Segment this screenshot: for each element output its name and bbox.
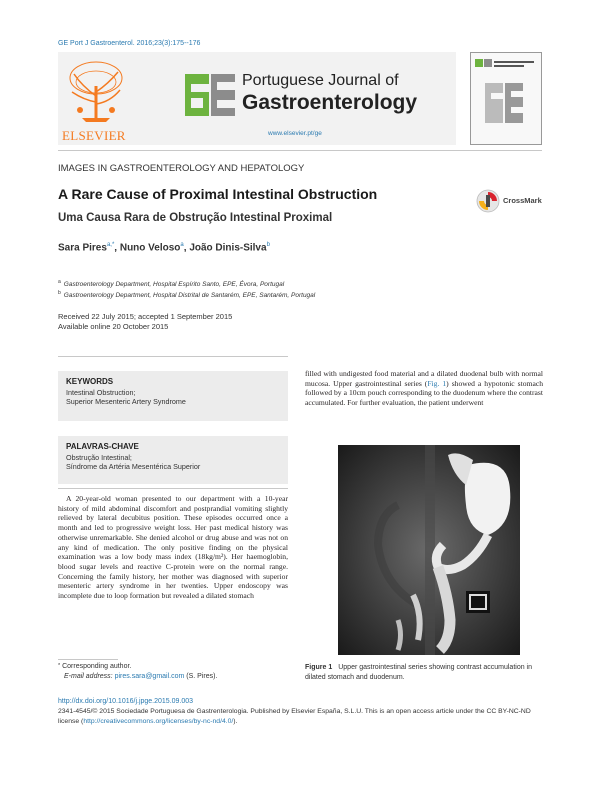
- author-affiliation-mark[interactable]: b: [266, 242, 270, 248]
- copyright-notice: 2341-4545/© 2015 Sociedade Portuguesa de Gastrenterologia. Published by Elsevier España, S.L.U. This is an open access article under the CC BY-NC-ND license (http://creativecommons.org/licenses/by-nc-nd/4.0/).: [58, 708, 531, 725]
- received-date: Received 22 July 2015; accepted 1 September 2015: [58, 312, 233, 321]
- author-affiliation-mark[interactable]: a,*: [106, 242, 115, 248]
- author-name: Nuno Veloso: [119, 242, 181, 254]
- keywords-box: [58, 371, 288, 421]
- article-title: A Rare Cause of Proximal Intestinal Obstruction: [58, 186, 378, 202]
- doi-link[interactable]: http://dx.doi.org/10.1016/j.jpge.2015.09.003: [58, 698, 194, 705]
- author-email-link[interactable]: pires.sara@gmail.com: [114, 673, 185, 680]
- keyword-item: Intestinal Obstruction;: [66, 388, 136, 397]
- article-subtitle: Uma Causa Rara de Obstrução Intestinal Proximal: [58, 212, 333, 224]
- affiliation-b: $^b$ Gastroenterology Department, Hospital Distrital de Santarém, EPE, Santarém, Portugal: [58, 290, 316, 300]
- keywords-heading: KEYWORDS: [66, 377, 114, 386]
- ge-journal-logo: [185, 74, 237, 116]
- crossmark-label[interactable]: CrossMark: [503, 196, 542, 205]
- body-paragraph-right: filled with undigested food material and a dilated duodenal bulb with normal mucosa. Upper gastrointestinal series (Fig. 1) showed a hypotonic stomach followed by a 10cm pouch corresponding to the duodenum where the contrast accumulated. For further evaluation, the patient underwent: [305, 369, 543, 408]
- footnote-divider: [58, 659, 118, 660]
- palavra-chave-item: Síndrome da Artéria Mesentérica Superior: [66, 462, 201, 471]
- journal-title-line1: Portuguese Journal of: [242, 72, 399, 89]
- crossmark-icon[interactable]: [476, 189, 500, 213]
- figure-1-caption: Figure 1 Upper gastrointestinal series showing contrast accumulation in dilated stomach and duodenum.: [305, 664, 532, 681]
- email-footnote: E-mail address: pires.sara@gmail.com (S. Pires).: [64, 673, 218, 680]
- author-list: Sara Pires$^{a,*}$, Nuno Veloso$^a$, João Dinis-Silva$^b$: [58, 242, 270, 254]
- license-link[interactable]: http://creativecommons.org/licenses/by-nc-nd/4.0/: [83, 717, 234, 725]
- affiliation-a: $^a$ Gastroenterology Department, Hospital Espírito Santo, EPE, Évora, Portugal: [58, 279, 285, 289]
- body-paragraph-left: A 20-year-old woman presented to our department with a 10-year history of mild abdominal discomfort and postprandial vomiting slightly relieved by lateral decubitus position. These episodes occurred once a month and led to progressive weight loss. Her past medical history was otherwise unremarkable. She denied alcohol or drug abuse and was not on any kind of medication. The only positive finding on the physical examination was a low body mass index (18kg/m²). Her haemoglobin, blood sugar levels and reactive C-protein were on the normal range. Concerning the family history, her mother was diagnosed with superior mesenteric artery syndrome in her twenties. Upper endoscopy was incomplete due to loop formation but revealed a dilated stomach: [58, 494, 288, 601]
- journal-url-link[interactable]: www.elsevier.pt/ge: [268, 130, 322, 137]
- elsevier-tree-logo: [62, 56, 130, 136]
- article-section-label: IMAGES IN GASTROENTEROLOGY AND HEPATOLOGY: [58, 163, 305, 174]
- keyword-item: Superior Mesenteric Artery Syndrome: [66, 397, 186, 406]
- figure-1-reference-link[interactable]: Fig. 1: [427, 378, 447, 388]
- author-name: João Dinis-Silva: [189, 242, 267, 254]
- online-date: Available online 20 October 2015: [58, 322, 169, 331]
- figure-1-label: Figure 1: [305, 664, 333, 671]
- author-affiliation-mark[interactable]: a: [180, 242, 184, 248]
- header-divider: [58, 150, 542, 151]
- palavras-chave-box: [58, 436, 288, 484]
- author-name: Sara Pires: [58, 242, 107, 254]
- journal-title-line2: Gastroenterology: [242, 91, 418, 114]
- journal-cover-thumbnail: [470, 52, 542, 145]
- corresponding-author-note: * Corresponding author.: [58, 663, 132, 670]
- palavras-chave-heading: PALAVRAS-CHAVE: [66, 442, 139, 451]
- keywords-bottom-divider: [58, 488, 288, 489]
- elsevier-wordmark: ELSEVIER: [62, 128, 126, 143]
- journal-citation: GE Port J Gastroenterol. 2016;23(3):175--176: [58, 40, 201, 47]
- keywords-divider: [58, 356, 288, 357]
- figure-1-xray-image: [338, 445, 520, 655]
- palavra-chave-item: Obstrução Intestinal;: [66, 453, 132, 462]
